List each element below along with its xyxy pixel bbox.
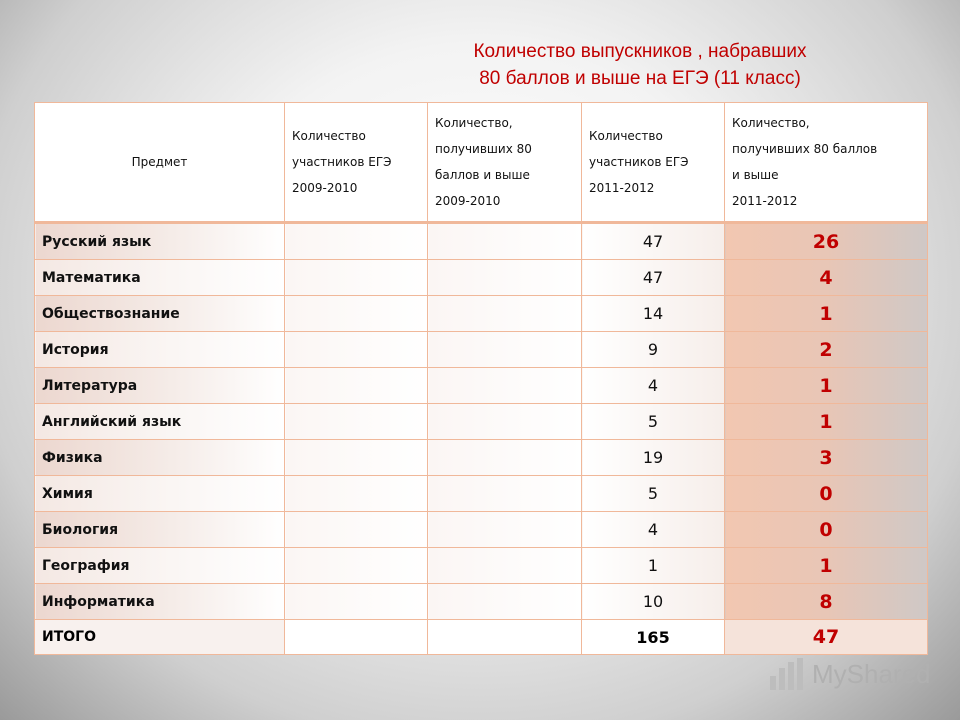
cell-high-score-2009 [428, 223, 582, 260]
table-row [35, 332, 928, 368]
cell-high-score-2011: 1 [725, 296, 928, 332]
cell-high-score-2011: 4 [725, 260, 928, 296]
cell-participants-2009 [285, 620, 428, 655]
cell-participants-2009 [285, 548, 428, 584]
cell-participants-2009 [285, 296, 428, 332]
subject-cell: Русский язык [35, 223, 285, 260]
cell-participants-2011: 9 [582, 332, 725, 368]
cell-high-score-2011: 0 [725, 476, 928, 512]
cell-participants-2009 [285, 368, 428, 404]
table-row [35, 548, 928, 584]
cell-high-score-2011: 1 [725, 404, 928, 440]
table-row [35, 440, 928, 476]
watermark [768, 656, 931, 692]
header-line: баллов и выше [435, 168, 530, 182]
cell-high-score-2011: 47 [725, 620, 928, 655]
cell-high-score-2011: 3 [725, 440, 928, 476]
header-line: Количество, [732, 116, 810, 130]
cell-participants-2009 [285, 260, 428, 296]
subject-cell: Химия [35, 476, 285, 512]
header-line: Количество [292, 129, 366, 143]
table-row [35, 368, 928, 404]
header-line: получивших 80 баллов [732, 142, 878, 156]
total-row [35, 620, 928, 655]
subject-cell: История [35, 332, 285, 368]
cell-high-score-2011: 0 [725, 512, 928, 548]
cell-participants-2011: 4 [582, 368, 725, 404]
table-row [35, 512, 928, 548]
cell-high-score-2009 [428, 584, 582, 620]
cell-high-score-2011: 8 [725, 584, 928, 620]
title-line-2: 80 баллов и выше на ЕГЭ (11 класс) [479, 68, 801, 89]
cell-high-score-2009 [428, 260, 582, 296]
cell-participants-2011: 5 [582, 476, 725, 512]
header-line: 2011-2012 [732, 194, 798, 208]
cell-participants-2009 [285, 404, 428, 440]
header-line: участников ЕГЭ [292, 155, 392, 169]
header-line: Предмет [131, 155, 188, 169]
header-line: и выше [732, 168, 779, 182]
header-line: 2011-2012 [589, 181, 655, 195]
subject-cell: Английский язык [35, 404, 285, 440]
header-col-0 [35, 103, 285, 223]
table-header-row [35, 103, 928, 223]
header-line: 2009-2010 [435, 194, 501, 208]
cell-high-score-2011: 2 [725, 332, 928, 368]
subject-cell: Обществознание [35, 296, 285, 332]
cell-participants-2011: 5 [582, 404, 725, 440]
cell-high-score-2009 [428, 332, 582, 368]
subject-cell: Математика [35, 260, 285, 296]
header-line: получивших 80 [435, 142, 532, 156]
table-row [35, 260, 928, 296]
subject-cell: Информатика [35, 584, 285, 620]
subject-cell: ИТОГО [35, 620, 285, 655]
cell-high-score-2009 [428, 620, 582, 655]
table-row [35, 296, 928, 332]
cell-high-score-2011: 1 [725, 548, 928, 584]
cell-high-score-2011: 1 [725, 368, 928, 404]
cell-high-score-2009 [428, 404, 582, 440]
subject-cell: Биология [35, 512, 285, 548]
cell-participants-2011: 19 [582, 440, 725, 476]
chart-logo-icon [768, 656, 806, 692]
cell-high-score-2009 [428, 548, 582, 584]
cell-participants-2009 [285, 512, 428, 548]
subject-cell: География [35, 548, 285, 584]
cell-participants-2011: 14 [582, 296, 725, 332]
cell-high-score-2011: 26 [725, 223, 928, 260]
header-col-4 [725, 103, 928, 223]
cell-participants-2009 [285, 223, 428, 260]
cell-participants-2009 [285, 476, 428, 512]
header-line: Количество, [435, 116, 513, 130]
cell-participants-2009 [285, 440, 428, 476]
cell-participants-2009 [285, 332, 428, 368]
cell-participants-2011: 10 [582, 584, 725, 620]
cell-participants-2011: 47 [582, 260, 725, 296]
header-col-3 [582, 103, 725, 223]
table-row [35, 476, 928, 512]
header-line: Количество [589, 129, 663, 143]
cell-participants-2011: 47 [582, 223, 725, 260]
table-row [35, 404, 928, 440]
cell-high-score-2009 [428, 512, 582, 548]
cell-participants-2009 [285, 584, 428, 620]
cell-participants-2011: 1 [582, 548, 725, 584]
title-line-1: Количество выпускников , набравших [473, 41, 807, 62]
cell-participants-2011: 165 [582, 620, 725, 655]
subject-cell: Литература [35, 368, 285, 404]
table-body [35, 223, 928, 655]
cell-high-score-2009 [428, 440, 582, 476]
watermark-text: MyShared [812, 658, 931, 689]
cell-high-score-2009 [428, 476, 582, 512]
slide-title [400, 38, 880, 92]
subject-cell: Физика [35, 440, 285, 476]
header-line: 2009-2010 [292, 181, 358, 195]
table-row [35, 223, 928, 260]
cell-high-score-2009 [428, 296, 582, 332]
header-col-2 [428, 103, 582, 223]
header-col-1 [285, 103, 428, 223]
header-line: участников ЕГЭ [589, 155, 689, 169]
table-row [35, 584, 928, 620]
cell-high-score-2009 [428, 368, 582, 404]
cell-participants-2011: 4 [582, 512, 725, 548]
results-table [34, 102, 928, 655]
